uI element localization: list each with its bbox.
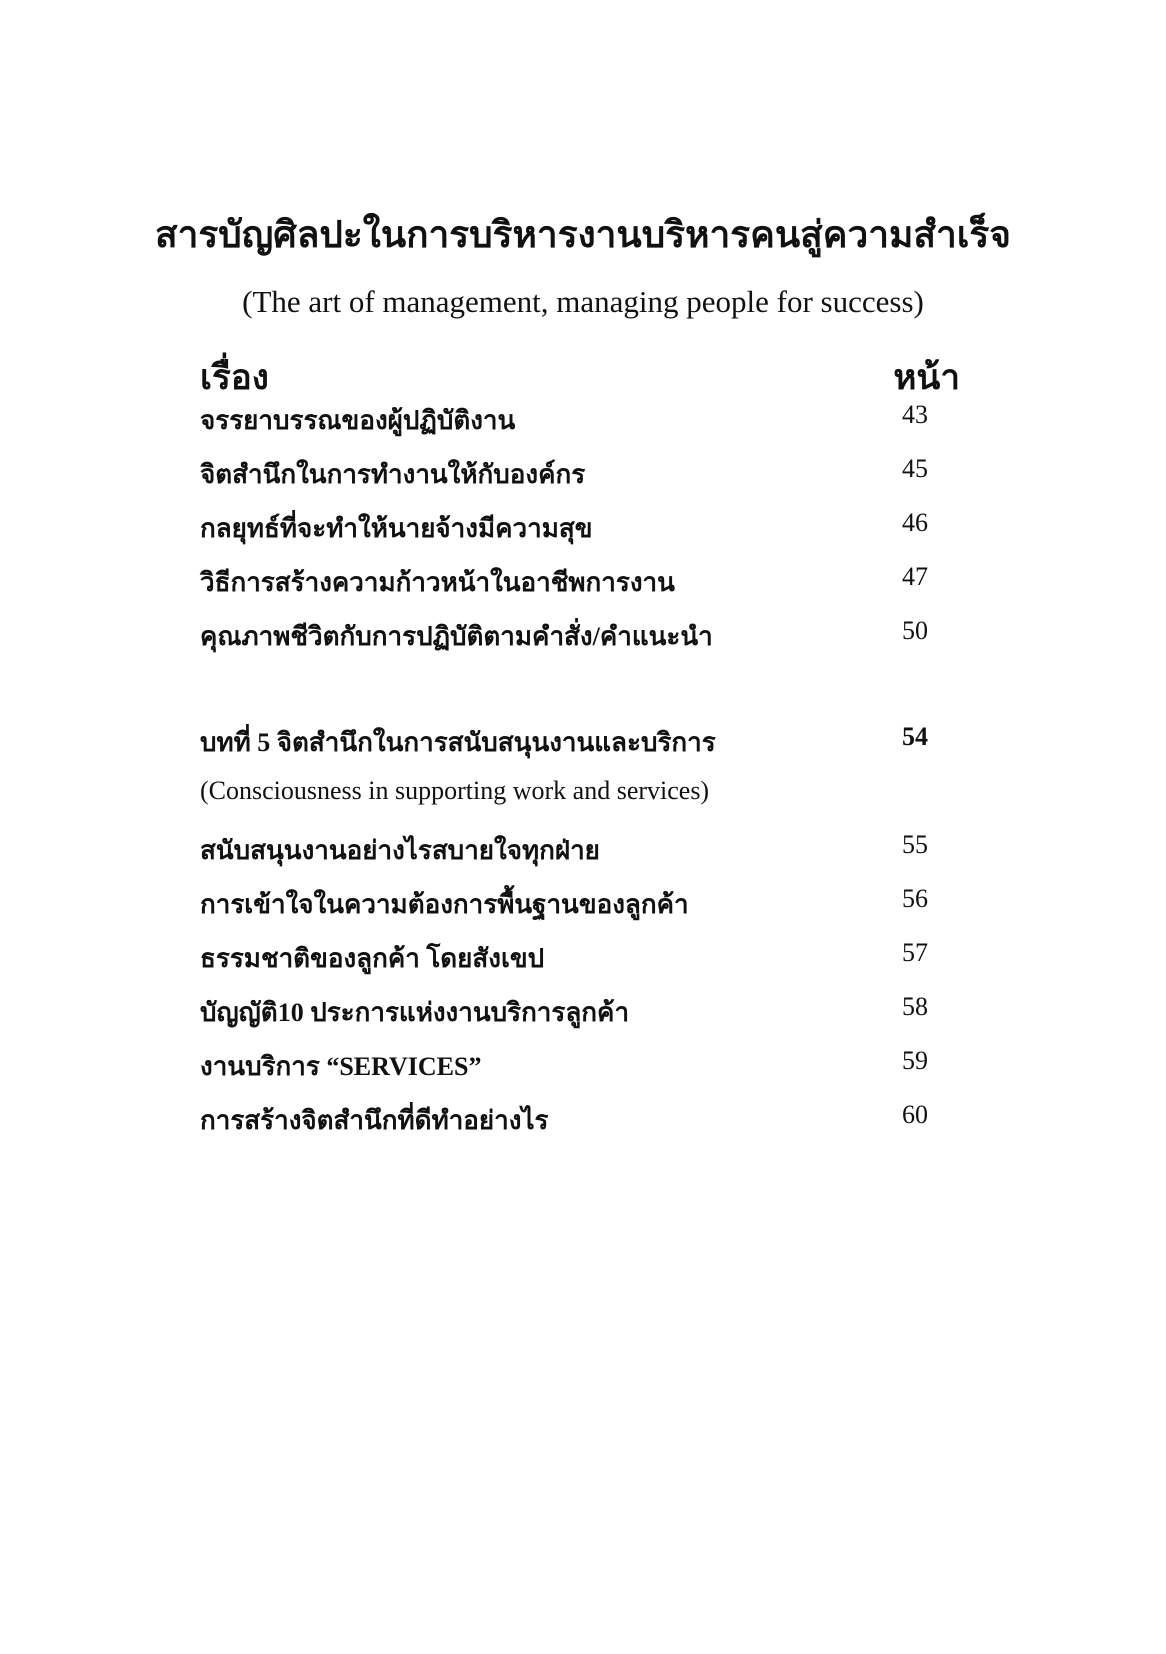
toc-entry-page: 46 — [902, 508, 928, 537]
toc-entry-page: 59 — [902, 1046, 928, 1075]
chapter-heading — [200, 722, 945, 762]
toc-entry — [200, 1100, 945, 1140]
toc-entry — [200, 938, 945, 978]
chapter-page: 54 — [902, 722, 928, 751]
toc-entry — [200, 992, 945, 1032]
toc-entry — [200, 830, 945, 870]
toc-entry-label: วิธีการสร้างความก้าวหน้าในอาชีพการงาน — [200, 568, 675, 597]
toc-entry-page: 43 — [902, 400, 928, 429]
toc-entry — [200, 400, 945, 440]
column-header-page: หน้า — [893, 358, 960, 397]
toc-entry-label: สนับสนุนงานอย่างไรสบายใจทุกฝ่าย — [200, 836, 600, 865]
toc-entry-page: 60 — [902, 1100, 928, 1129]
toc-entry-label: จิตสำนึกในการทำงานให้กับองค์กร — [200, 460, 586, 489]
toc-entry-label: กลยุทธ์ที่จะทำให้นายจ้างมีความสุข — [200, 514, 593, 543]
toc-entry-page: 58 — [902, 992, 928, 1021]
toc-entry-page: 57 — [902, 938, 928, 967]
toc-entry-label: บัญญัติ10 ประการแห่งงานบริการลูกค้า — [200, 998, 630, 1027]
toc-entry-page: 56 — [902, 884, 928, 913]
page-title: สารบัญศิลปะในการบริหารงานบริหารคนสู่ความสำเร็จ — [155, 215, 1011, 256]
toc-entry-page: 50 — [902, 616, 928, 645]
toc-entry-label: จรรยาบรรณของผู้ปฏิบัติงาน — [200, 406, 516, 435]
toc-entry — [200, 884, 945, 924]
toc-entry — [200, 616, 945, 656]
toc-entry — [200, 508, 945, 548]
toc-entry-label: การเข้าใจในความต้องการพื้นฐานของลูกค้า — [200, 890, 689, 919]
page-subtitle: (The art of management, managing people for success) — [242, 284, 924, 319]
toc-entry-label: การสร้างจิตสำนึกที่ดีทำอย่างไร — [200, 1106, 549, 1135]
chapter-title: บทที่ 5 จิตสำนึกในการสนับสนุนงานและบริการ — [200, 728, 716, 757]
toc-entry-label: คุณภาพชีวิตกับการปฏิบัติตามคำสั่ง/คำแนะนำ — [200, 622, 713, 651]
toc-entry — [200, 562, 945, 602]
toc-entry-label: งานบริการ “SERVICES” — [200, 1052, 482, 1081]
toc-entry-label: ธรรมชาติของลูกค้า โดยสังเขป — [200, 944, 545, 973]
toc-entry-page: 55 — [902, 830, 928, 859]
toc-entry — [200, 1046, 945, 1086]
toc-entry — [200, 454, 945, 494]
toc-entry-page: 45 — [902, 454, 928, 483]
chapter-subtitle: (Consciousness in supporting work and services) — [200, 776, 710, 805]
toc-entry-page: 47 — [902, 562, 928, 591]
column-header-topic: เรื่อง — [200, 358, 269, 397]
